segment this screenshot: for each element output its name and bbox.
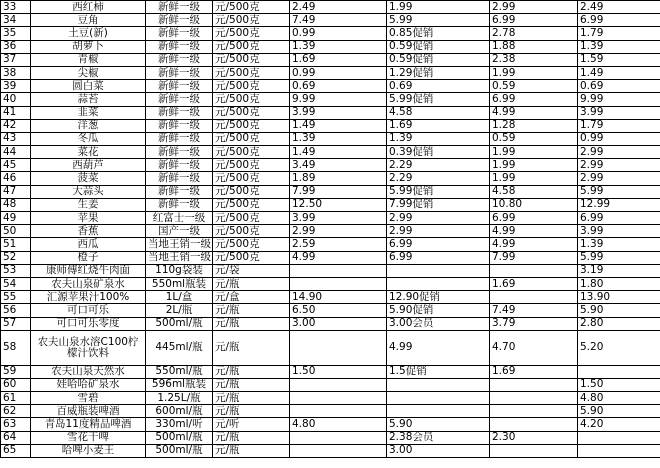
table-row [1,93,660,106]
table-row [1,291,660,304]
price-cell-1 [290,392,387,405]
product-name: 韭菜 [31,106,146,119]
price-cell-3: 2.30 [490,431,578,444]
table-row [1,146,660,159]
price-unit: 元/瓶 [213,365,290,378]
product-name: 农夫山泉天然水 [31,365,146,378]
product-name: 青椒 [31,53,146,66]
price-cell-2: 4.99 [387,330,490,365]
product-spec: 新鲜一级 [146,185,213,198]
price-cell-1: 1.50 [290,365,387,378]
table-row [1,159,660,172]
product-spec: 新鲜一级 [146,1,213,14]
product-name: 西葫芦 [31,159,146,172]
price-cell-4: 1.79 [578,27,660,40]
price-cell-3: 7.49 [490,304,578,317]
product-spec: 445ml/瓶 [146,330,213,365]
row-number: 65 [1,444,31,457]
table-row [1,119,660,132]
price-cell-4: 2.49 [578,1,660,14]
price-cell-4 [578,365,660,378]
row-number: 50 [1,225,31,238]
price-cell-2 [387,405,490,418]
price-cell-1: 1.69 [290,53,387,66]
product-spec: 新鲜一级 [146,159,213,172]
price-cell-1: 0.99 [290,66,387,79]
product-spec: 新鲜一级 [146,172,213,185]
price-cell-4: 5.99 [578,251,660,264]
price-unit: 元/500克 [213,53,290,66]
price-cell-3: 6.99 [490,14,578,27]
product-name: 豆角 [31,14,146,27]
product-name: 娃哈哈矿泉水 [31,378,146,391]
price-unit: 元/500克 [213,40,290,53]
table-row [1,444,660,457]
row-number: 60 [1,378,31,391]
price-cell-2: 6.99 [387,238,490,251]
price-cell-2: 0.59促销 [387,53,490,66]
product-spec: 当地王销一级 [146,238,213,251]
table-row [1,132,660,145]
price-cell-1: 2.49 [290,1,387,14]
product-name: 土豆(新) [31,27,146,40]
price-unit: 元/500克 [213,14,290,27]
price-cell-4 [578,444,660,457]
row-number: 52 [1,251,31,264]
price-cell-3 [490,291,578,304]
row-number: 58 [1,330,31,365]
price-cell-2: 2.99 [387,212,490,225]
product-name: 洋葱 [31,119,146,132]
price-cell-2: 1.39 [387,132,490,145]
row-number: 47 [1,185,31,198]
table-row [1,53,660,66]
table-row [1,378,660,391]
price-cell-2: 6.99 [387,251,490,264]
product-spec: 当地王销一级 [146,251,213,264]
price-cell-4: 1.59 [578,53,660,66]
price-cell-2: 2.29 [387,159,490,172]
price-cell-4: 6.99 [578,212,660,225]
price-cell-1: 0.69 [290,80,387,93]
price-unit: 元/瓶 [213,378,290,391]
price-cell-2: 5.99促销 [387,93,490,106]
price-cell-4: 4.80 [578,392,660,405]
product-spec: 110g袋装 [146,264,213,277]
price-unit: 元/瓶 [213,392,290,405]
price-unit: 元/500克 [213,198,290,211]
product-name: 农夫山泉矿泉水 [31,277,146,290]
product-spec: 500ml/瓶 [146,444,213,457]
row-number: 57 [1,317,31,330]
price-cell-4: 3.99 [578,106,660,119]
price-cell-1: 1.39 [290,132,387,145]
price-cell-1: 1.39 [290,40,387,53]
price-cell-2: 4.58 [387,106,490,119]
table-row [1,238,660,251]
price-cell-4: 3.99 [578,225,660,238]
price-cell-1: 14.90 [290,291,387,304]
row-number: 61 [1,392,31,405]
price-cell-2: 5.90 [387,418,490,431]
product-name: 圆白菜 [31,80,146,93]
price-cell-1: 3.00 [290,317,387,330]
price-cell-3: 0.59 [490,132,578,145]
price-cell-2: 5.99 [387,14,490,27]
price-cell-3: 4.99 [490,238,578,251]
price-cell-1: 3.99 [290,212,387,225]
table-row [1,431,660,444]
price-cell-1: 1.49 [290,146,387,159]
price-cell-1 [290,378,387,391]
table-row [1,392,660,405]
price-cell-4: 2.80 [578,317,660,330]
price-cell-3: 1.99 [490,172,578,185]
price-cell-3: 1.69 [490,365,578,378]
price-cell-4: 4.20 [578,418,660,431]
price-cell-3 [490,444,578,457]
price-cell-1: 4.99 [290,251,387,264]
price-cell-2: 7.99促销 [387,198,490,211]
product-spec: 1L/盒 [146,291,213,304]
table-row [1,66,660,79]
price-cell-3: 1.88 [490,40,578,53]
product-spec: 550ml/瓶 [146,365,213,378]
price-unit: 元/500克 [213,27,290,40]
price-cell-3: 4.99 [490,225,578,238]
price-unit: 元/瓶 [213,431,290,444]
price-unit: 元/500克 [213,1,290,14]
product-name: 胡萝卜 [31,40,146,53]
price-cell-1: 9.99 [290,93,387,106]
product-name: 苹果 [31,212,146,225]
product-spec: 新鲜一级 [146,40,213,53]
product-name: 冬瓜 [31,132,146,145]
price-cell-1: 2.59 [290,238,387,251]
product-name: 大蒜头 [31,185,146,198]
price-cell-4: 1.39 [578,40,660,53]
price-cell-2: 2.29 [387,172,490,185]
price-unit: 元/500克 [213,251,290,264]
price-cell-3 [490,418,578,431]
row-number: 35 [1,27,31,40]
table-row [1,277,660,290]
price-cell-1 [290,264,387,277]
table-row [1,212,660,225]
product-spec: 2L/瓶 [146,304,213,317]
price-unit: 元/瓶 [213,405,290,418]
price-unit: 元/500克 [213,119,290,132]
price-cell-3 [490,378,578,391]
row-number: 48 [1,198,31,211]
product-name: 汇源苹果汁100% [31,291,146,304]
price-unit: 元/500克 [213,159,290,172]
price-cell-3: 1.28 [490,119,578,132]
price-cell-3 [490,392,578,405]
product-spec: 500ml/瓶 [146,317,213,330]
price-cell-3: 4.99 [490,106,578,119]
product-spec: 新鲜一级 [146,146,213,159]
table-row [1,264,660,277]
product-spec: 550ml瓶装 [146,277,213,290]
price-cell-4: 6.99 [578,14,660,27]
product-name: 青岛11度精品啤酒 [31,418,146,431]
price-unit: 元/瓶 [213,444,290,457]
row-number: 46 [1,172,31,185]
price-cell-3: 1.99 [490,159,578,172]
table-row [1,251,660,264]
price-unit: 元/瓶 [213,317,290,330]
product-spec: 600ml/瓶 [146,405,213,418]
table-row [1,365,660,378]
price-cell-4: 5.99 [578,185,660,198]
price-cell-2: 0.59促销 [387,40,490,53]
row-number: 36 [1,40,31,53]
price-unit: 元/500克 [213,106,290,119]
product-spec: 新鲜一级 [146,80,213,93]
row-number: 33 [1,1,31,14]
product-spec: 596ml瓶装 [146,378,213,391]
price-cell-1 [290,330,387,365]
price-cell-2 [387,277,490,290]
price-cell-4: 5.90 [578,304,660,317]
row-number: 38 [1,66,31,79]
price-cell-4: 0.99 [578,132,660,145]
price-cell-1: 2.99 [290,225,387,238]
price-cell-2 [387,264,490,277]
price-cell-1: 1.89 [290,172,387,185]
product-spec: 新鲜一级 [146,27,213,40]
price-cell-1: 7.49 [290,14,387,27]
product-spec: 新鲜一级 [146,106,213,119]
price-unit: 元/袋 [213,264,290,277]
row-number: 49 [1,212,31,225]
product-spec: 1.25L/瓶 [146,392,213,405]
price-cell-3 [490,405,578,418]
table-row [1,418,660,431]
product-spec: 国产一级 [146,225,213,238]
price-unit: 元/瓶 [213,330,290,365]
price-cell-1: 6.50 [290,304,387,317]
product-name: 尖椒 [31,66,146,79]
price-unit: 元/500克 [213,185,290,198]
price-cell-3: 0.59 [490,80,578,93]
price-cell-4: 2.99 [578,146,660,159]
price-cell-3: 6.99 [490,212,578,225]
price-unit: 元/500克 [213,225,290,238]
price-cell-2: 1.5促销 [387,365,490,378]
price-cell-4: 1.50 [578,378,660,391]
price-cell-3: 1.99 [490,146,578,159]
product-spec: 新鲜一级 [146,53,213,66]
price-unit: 元/瓶 [213,277,290,290]
product-spec: 500ml/瓶 [146,431,213,444]
price-cell-4: 1.49 [578,66,660,79]
price-cell-4 [578,431,660,444]
product-spec: 红富士一级 [146,212,213,225]
product-name: 雪碧 [31,392,146,405]
row-number: 55 [1,291,31,304]
price-cell-4: 5.20 [578,330,660,365]
price-cell-1 [290,444,387,457]
table-row [1,1,660,14]
price-cell-4: 2.99 [578,172,660,185]
price-cell-3: 6.99 [490,93,578,106]
row-number: 42 [1,119,31,132]
price-unit: 元/500克 [213,146,290,159]
product-name: 菜花 [31,146,146,159]
price-unit: 元/500克 [213,80,290,93]
price-cell-3: 1.69 [490,277,578,290]
row-number: 53 [1,264,31,277]
price-cell-3: 3.79 [490,317,578,330]
row-number: 59 [1,365,31,378]
price-unit: 元/听 [213,418,290,431]
product-spec: 新鲜一级 [146,119,213,132]
price-unit: 元/盒 [213,291,290,304]
price-cell-2: 5.90促销 [387,304,490,317]
row-number: 44 [1,146,31,159]
price-unit: 元/500克 [213,66,290,79]
price-cell-4: 13.90 [578,291,660,304]
price-cell-4: 0.69 [578,80,660,93]
price-cell-4: 1.79 [578,119,660,132]
table-row [1,27,660,40]
row-number: 56 [1,304,31,317]
price-unit: 元/500克 [213,238,290,251]
row-number: 63 [1,418,31,431]
row-number: 62 [1,405,31,418]
price-cell-3: 2.78 [490,27,578,40]
table-row [1,330,660,365]
table-row [1,106,660,119]
price-cell-3 [490,264,578,277]
price-cell-4: 3.19 [578,264,660,277]
row-number: 39 [1,80,31,93]
table-row [1,14,660,27]
price-cell-4: 1.80 [578,277,660,290]
product-name: 橙子 [31,251,146,264]
price-cell-2: 5.99促销 [387,185,490,198]
price-cell-2: 3.00 [387,444,490,457]
price-unit: 元/500克 [213,172,290,185]
price-cell-2 [387,392,490,405]
product-name: 雪花干啤 [31,431,146,444]
product-spec: 新鲜一级 [146,14,213,27]
product-spec: 330ml/听 [146,418,213,431]
product-name: 西红柿 [31,1,146,14]
product-spec: 新鲜一级 [146,132,213,145]
product-name: 蒜苔 [31,93,146,106]
product-name: 百威瓶装啤酒 [31,405,146,418]
table-row [1,317,660,330]
price-cell-1 [290,431,387,444]
price-cell-3: 2.99 [490,1,578,14]
price-cell-1: 12.50 [290,198,387,211]
table-row [1,185,660,198]
product-name: 西瓜 [31,238,146,251]
price-cell-4: 12.99 [578,198,660,211]
price-cell-3: 2.38 [490,53,578,66]
price-unit: 元/500克 [213,132,290,145]
price-cell-2 [387,378,490,391]
price-cell-1: 3.99 [290,106,387,119]
product-name: 菠菜 [31,172,146,185]
row-number: 34 [1,14,31,27]
product-spec: 新鲜一级 [146,198,213,211]
price-cell-1: 1.49 [290,119,387,132]
price-unit: 元/500克 [213,93,290,106]
price-cell-2: 1.29促销 [387,66,490,79]
product-name: 可口可乐零度 [31,317,146,330]
price-cell-4: 5.90 [578,405,660,418]
table-row [1,405,660,418]
price-cell-2: 1.99 [387,1,490,14]
table-row [1,40,660,53]
price-cell-2: 1.69 [387,119,490,132]
row-number: 51 [1,238,31,251]
price-cell-2: 0.69 [387,80,490,93]
product-name: 农夫山泉水溶C100柠檬汁饮料 [31,330,146,365]
table-row [1,198,660,211]
price-cell-1: 0.99 [290,27,387,40]
price-cell-4: 2.99 [578,159,660,172]
price-cell-1 [290,277,387,290]
product-name: 康师傅红烧牛肉面 [31,264,146,277]
price-cell-1: 4.80 [290,418,387,431]
table-body [1,1,660,458]
price-cell-3: 4.70 [490,330,578,365]
row-number: 45 [1,159,31,172]
price-cell-2: 2.99 [387,225,490,238]
table-row [1,225,660,238]
table-row [1,80,660,93]
row-number: 40 [1,93,31,106]
product-name: 哈啤小麦王 [31,444,146,457]
price-cell-3: 10.80 [490,198,578,211]
row-number: 64 [1,431,31,444]
row-number: 43 [1,132,31,145]
price-cell-3: 4.58 [490,185,578,198]
price-cell-2: 0.85促销 [387,27,490,40]
price-cell-4: 9.99 [578,93,660,106]
price-cell-1 [290,405,387,418]
price-cell-3: 7.99 [490,251,578,264]
price-unit: 元/瓶 [213,304,290,317]
table-row [1,304,660,317]
price-cell-4: 1.39 [578,238,660,251]
price-unit: 元/500克 [213,212,290,225]
product-name: 香蕉 [31,225,146,238]
price-cell-2: 3.00会员 [387,317,490,330]
price-cell-3: 1.99 [490,66,578,79]
product-spec: 新鲜一级 [146,93,213,106]
price-cell-2: 12.90促销 [387,291,490,304]
row-number: 37 [1,53,31,66]
price-cell-2: 0.39促销 [387,146,490,159]
price-cell-1: 7.99 [290,185,387,198]
product-name: 可口可乐 [31,304,146,317]
price-cell-2: 2.38会员 [387,431,490,444]
product-name: 生姜 [31,198,146,211]
price-cell-1: 3.49 [290,159,387,172]
row-number: 54 [1,277,31,290]
table-row [1,172,660,185]
product-spec: 新鲜一级 [146,66,213,79]
row-number: 41 [1,106,31,119]
